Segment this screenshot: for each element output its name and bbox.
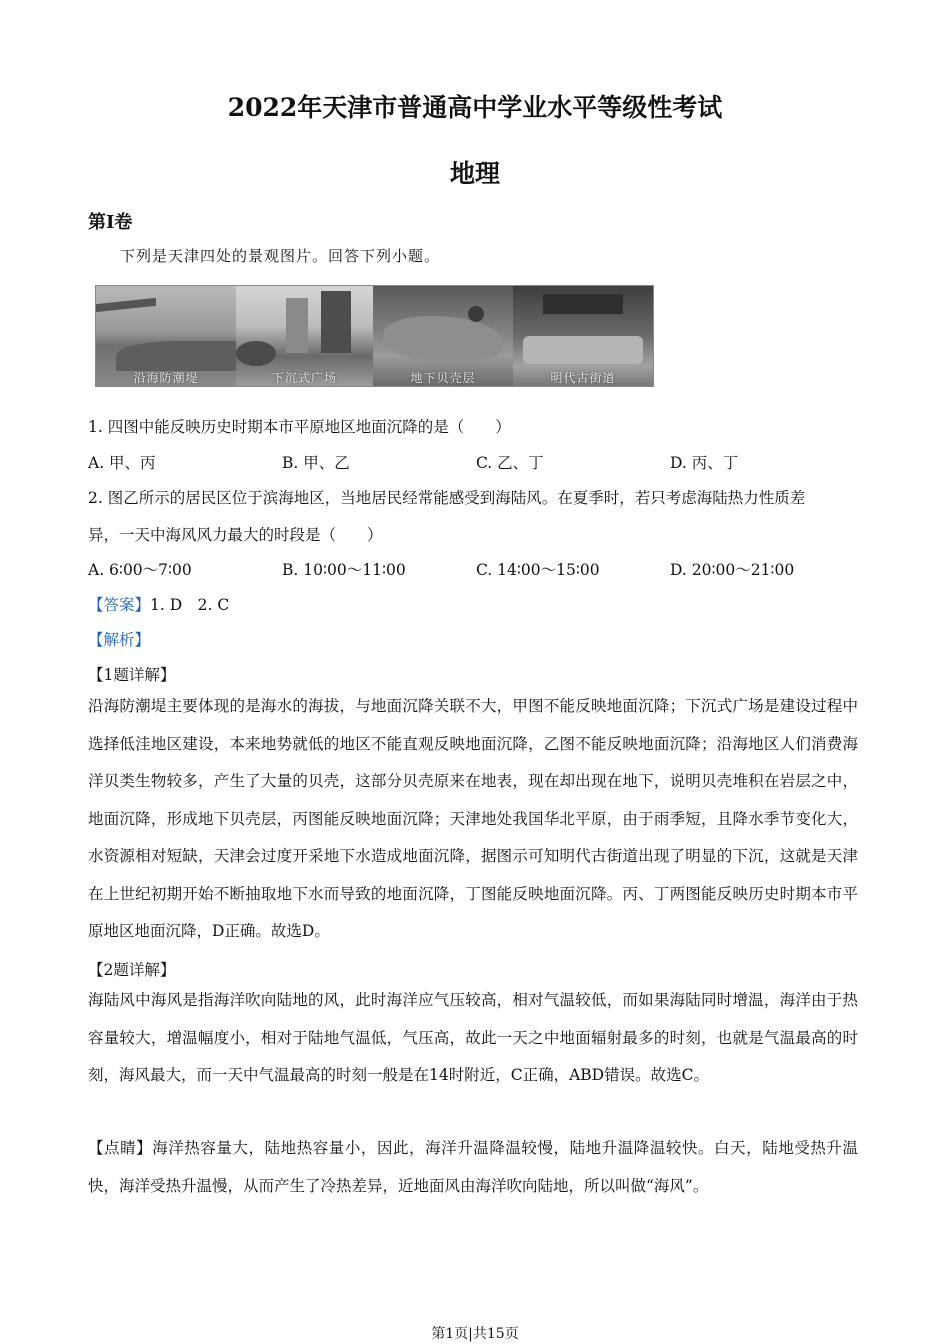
photo-caption: 下沉式广场 xyxy=(271,371,337,385)
photo-sunken-plaza xyxy=(236,286,373,386)
detail-2-label: 【2题详解】 xyxy=(88,961,176,979)
detail-2-text: 海陆风中海风是指海洋吹向陆地的风，此时海洋应气压较高，相对气温较低，而如果海陆同时增温，海洋由于热容量较大，增温幅度小，相对于陆地气温低，气压高，故此一天之中地面辐射最多的时刻，也就是气温最高的时刻，海风最大，而一天中气温最高的时刻一般是在14时附近，C正确，ABD错误。故选C。 xyxy=(88,991,858,1084)
tip-text: 海洋热容量大，陆地热容量小，因此，海洋升温降温较慢，陆地升温降温较快。白天，陆地受热升温快，海洋受热升温慢，从而产生了冷热差异，近地面风由海洋吹向陆地，所以叫做“海风”。 xyxy=(88,1139,858,1195)
question-2-stem-line2: 异，一天中海风风力最大的时段是（ ） xyxy=(88,526,383,544)
tip-paragraph xyxy=(88,1130,858,1205)
photo-caption: 地下贝壳层 xyxy=(410,371,476,385)
q2-option-d: D. 20∶00～21∶00 xyxy=(670,561,795,579)
subject-title: 地理 xyxy=(449,159,500,188)
answer-line xyxy=(88,593,229,615)
photo-caption: 明代古街道 xyxy=(550,371,616,385)
q2-option-a: A. 6∶00～7∶00 xyxy=(88,561,192,579)
q1-option-a: A. 甲、丙 xyxy=(88,454,156,472)
photo-shell-layer xyxy=(373,286,513,386)
answer-label: 【答案】 xyxy=(88,596,151,614)
page-footer: 第1页|共15页 xyxy=(431,1326,519,1342)
intro-text: 下列是天津四处的景观图片。回答下列小题。 xyxy=(120,247,441,265)
detail-1-label: 【1题详解】 xyxy=(88,666,176,684)
q1-option-d: D. 丙、丁 xyxy=(670,454,739,472)
answer-text: 1. D 2. C xyxy=(150,596,230,614)
analysis-label: 【解析】 xyxy=(88,631,151,649)
q2-option-b: B. 10∶00～11∶00 xyxy=(282,561,406,579)
q1-option-b: B. 甲、乙 xyxy=(282,454,350,472)
question-2-stem-line1: 2. 图乙所示的居民区位于滨海地区，当地居民经常能感受到海陆风。在夏季时，若只考虑海陆热力性质差 xyxy=(88,489,806,507)
volume-heading: 第Ⅰ卷 xyxy=(88,212,133,233)
photo-caption: 沿海防潮堤 xyxy=(133,371,199,385)
q2-option-c: C. 14∶00～15∶00 xyxy=(476,561,600,579)
photo-seawall xyxy=(96,286,236,386)
question-1-stem: 1. 四图中能反映历史时期本市平原地区地面沉降的是（ ） xyxy=(88,418,511,436)
exam-title: 2022年天津市普通高中学业水平等级性考试 xyxy=(227,93,723,122)
q1-option-c: C. 乙、丁 xyxy=(476,454,544,472)
tip-label: 【点睛】 xyxy=(88,1139,153,1157)
photo-ming-street xyxy=(513,286,653,386)
landscape-photos xyxy=(95,285,654,387)
detail-1-text: 沿海防潮堤主要体现的是海水的海拔，与地面沉降关联不大，甲图不能反映地面沉降；下沉式广场是建设过程中选择低洼地区建设，本来地势就低的地区不能直观反映地面沉降，乙图不能反映地面沉降；沿海地区人们消费海洋贝类生物较多，产生了大量的贝壳，这部分贝壳原来在地表，现在却出现在地下，说明贝壳堆积在岩层之中，地面沉降，形成地下贝壳层，丙图能反映地面沉降；天津地处我国华北平原，由于雨季短，且降水季节变化大，水资源相对短缺，天津会过度开采地下水造成地面沉降，据图示可知明代古街道出现了明显的下沉，这就是天津在上世纪初期开始不断抽取地下水而导致的地面沉降，丁图能反映地面沉降。丙、丁两图能反映历史时期本市平原地区地面沉降，D正确。故选D。 xyxy=(88,697,858,940)
